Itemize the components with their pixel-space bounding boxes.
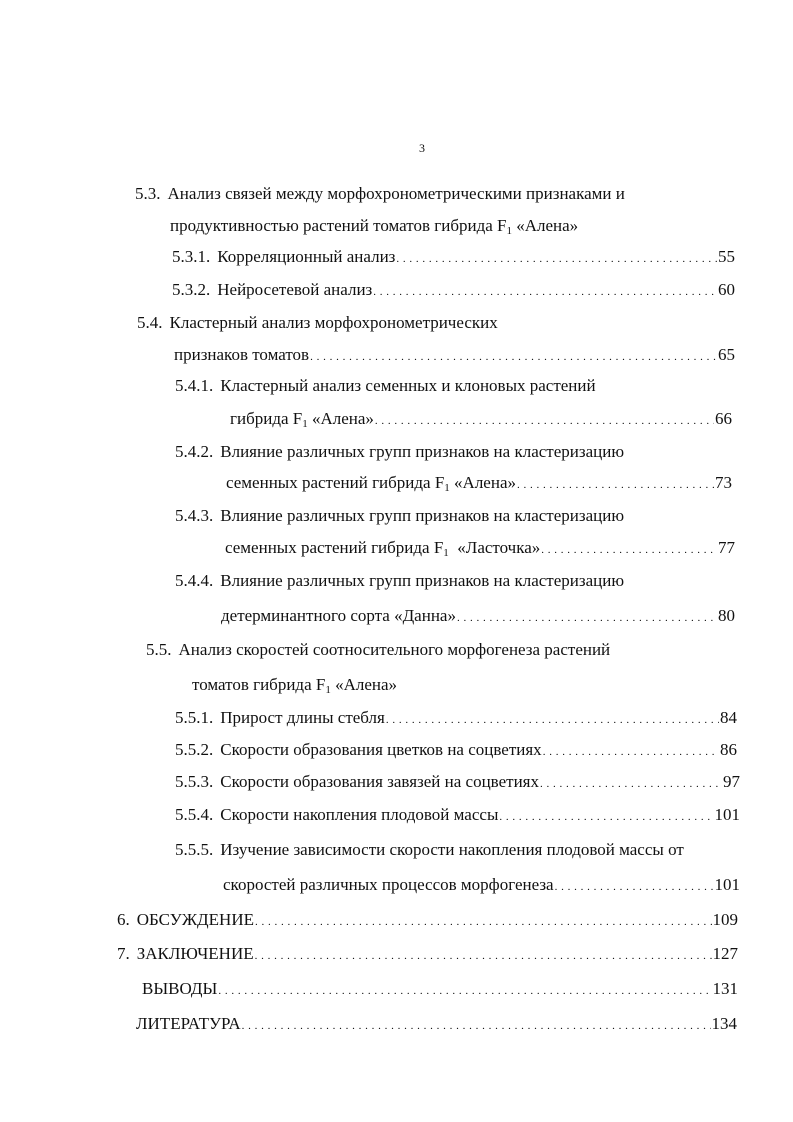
toc-entry[interactable] (172, 245, 735, 269)
toc-entry-subscript: 1 (325, 684, 331, 696)
toc-leader-dots (499, 803, 713, 829)
toc-entry-title-text: Кластерный анализ семенных и клоновых растений (220, 376, 596, 395)
toc-entry-title-text: Влияние различных групп признаков на кластеризацию (220, 506, 625, 525)
toc-entry[interactable] (175, 770, 740, 794)
toc-entry-title (170, 311, 498, 335)
toc-entry-page: 84 (720, 708, 737, 727)
toc-entry-page: 134 (711, 1014, 737, 1033)
toc-entry-title (220, 838, 684, 862)
toc-entry-number: 5.5. (146, 640, 172, 659)
toc-entry-title-text: ЛИТЕРАТУРА (136, 1014, 241, 1033)
toc-entry-title-text: Влияние различных групп признаков на кластеризацию (220, 571, 625, 590)
toc-entry-title-text: Скорости накопления плодовой массы (220, 805, 499, 824)
toc-entry[interactable] (137, 311, 498, 335)
toc-entry-title-text: гибрида F (230, 409, 303, 428)
toc-entry-title-text: продуктивностью растений томатов гибрида F (170, 216, 507, 235)
toc-entry-title-text: Кластерный анализ морфохронометрических (169, 313, 498, 332)
toc-entry-subscript: 1 (444, 482, 450, 494)
toc-entry-page: 55 (718, 247, 735, 266)
toc-entry-page: 101 (714, 875, 740, 894)
toc-entry-number: 5.5.4. (175, 805, 214, 824)
toc-entry-title (220, 504, 624, 528)
toc-entry-title (226, 471, 516, 497)
toc-entry-number: 7. (117, 944, 130, 963)
toc-entry[interactable] (175, 504, 624, 528)
toc-entry[interactable] (221, 604, 735, 628)
toc-entry-number: 5.5.1. (175, 708, 214, 727)
toc-entry-title (136, 1012, 241, 1036)
toc-entry-page: 66 (715, 409, 732, 428)
toc-leader-dots (543, 738, 719, 764)
toc-entry[interactable] (172, 278, 735, 302)
toc-entry[interactable] (175, 838, 684, 862)
toc-entry-page: 73 (715, 473, 732, 492)
toc-entry[interactable] (223, 873, 740, 897)
toc-entry-page: 80 (718, 606, 735, 625)
toc-leader-dots (373, 278, 717, 304)
toc-entry[interactable] (146, 638, 610, 662)
toc-entry-title-text: детерминантного сорта «Данна» (221, 606, 456, 625)
toc-entry-page: 86 (720, 740, 737, 759)
toc-entry-title-text: семенных растений гибрида F (225, 538, 444, 557)
toc-entry-number: 5.5.5. (175, 840, 214, 859)
toc-entry-number: 5.3.1. (172, 247, 211, 266)
toc-entry[interactable] (175, 738, 737, 762)
toc-entry-number: 6. (117, 910, 130, 929)
toc-leader-dots (218, 977, 711, 1003)
toc-entry-page: 101 (714, 805, 740, 824)
toc-leader-dots (386, 706, 719, 732)
toc-entry-title-text: Изучение зависимости скорости накопления плодовой массы от (220, 840, 684, 859)
toc-entry-title (137, 942, 254, 966)
toc-entry-title-text: признаков томатов (174, 345, 310, 364)
toc-entry[interactable] (175, 569, 624, 593)
toc-entry[interactable] (117, 908, 738, 932)
toc-entry-title-text: скоростей различных процессов морфогенеза (223, 875, 554, 894)
toc-entry-title (192, 673, 397, 699)
toc-entry-title-text: Скорости образования цветков на соцветиях (220, 740, 542, 759)
toc-entry[interactable] (230, 407, 732, 431)
toc-entry-title (170, 214, 578, 240)
toc-entry-number: 5.5.2. (175, 740, 214, 759)
toc-entry-title (221, 604, 456, 628)
toc-leader-dots (310, 343, 717, 369)
toc-entry-page: 77 (718, 538, 735, 557)
toc-entry-number: 5.4. (137, 313, 163, 332)
toc-entry-page: 109 (712, 910, 738, 929)
toc-entry-title (220, 803, 498, 827)
toc-entry[interactable] (174, 343, 735, 367)
toc-entry[interactable] (175, 440, 624, 464)
toc-entry[interactable] (226, 471, 732, 495)
toc-entry[interactable] (135, 182, 625, 206)
toc-entry-title (220, 440, 624, 464)
toc-leader-dots (540, 770, 722, 796)
toc-entry-page: 65 (718, 345, 735, 364)
toc-entry-subscript: 1 (506, 225, 512, 237)
toc-leader-dots (375, 407, 714, 433)
toc-leader-dots (255, 942, 712, 968)
toc-leader-dots (517, 471, 714, 497)
toc-entry-title-text: Анализ скоростей соотносительного морфогенеза растений (178, 640, 611, 659)
toc-entry-title-text: ВЫВОДЫ (142, 979, 218, 998)
toc-entry-page: 127 (712, 944, 738, 963)
toc-entry-title (220, 569, 624, 593)
toc-entry-title-suffix: «Алена» (307, 409, 374, 428)
toc-entry-title (179, 638, 611, 662)
toc-entry-title-text: Скорости образования завязей на соцветиях (220, 772, 539, 791)
toc-entry-title (174, 343, 309, 367)
page-number: 3 (419, 141, 425, 155)
toc-entry-title (225, 536, 540, 562)
toc-entry-title (220, 770, 539, 794)
toc-entry-subscript: 1 (302, 418, 308, 430)
toc-entry-title-text: ОБСУЖДЕНИЕ (136, 910, 254, 929)
toc-entry-title-text: Влияние различных групп признаков на кластеризацию (220, 442, 625, 461)
toc-entry-subscript: 1 (443, 547, 449, 559)
toc-entry-title (137, 908, 254, 932)
toc-entry-number: 5.4.4. (175, 571, 214, 590)
toc-entry[interactable] (175, 706, 737, 730)
toc-entry-page: 131 (712, 979, 738, 998)
toc-entry[interactable] (192, 673, 397, 697)
toc-entry-title-suffix: «Алена» (511, 216, 579, 235)
toc-entry-title-suffix: «Алена» (449, 473, 516, 492)
toc-entry-title-suffix: «Ласточка» (448, 538, 541, 557)
toc-entry-title (217, 245, 395, 269)
toc-entry-title-text: Анализ связей между морфохронометрическими признаками и (167, 184, 625, 203)
toc-entry-number: 5.4.3. (175, 506, 214, 525)
toc-entry[interactable] (170, 214, 578, 238)
toc-entry-title-text: томатов гибрида F (192, 675, 326, 694)
toc-entry-title (220, 738, 541, 762)
toc-entry-number: 5.4.1. (175, 376, 214, 395)
toc-entry-page: 60 (718, 280, 735, 299)
toc-entry-title-suffix: «Алена» (330, 675, 398, 694)
toc-entry-title-text: семенных растений гибрида F (226, 473, 445, 492)
toc-entry-title (223, 873, 554, 897)
toc-entry-number: 5.3. (135, 184, 161, 203)
toc-entry[interactable] (142, 977, 738, 1001)
toc-entry[interactable] (136, 1012, 737, 1036)
toc-entry[interactable] (175, 803, 740, 827)
toc-leader-dots (457, 604, 717, 630)
toc-entry-number: 5.5.3. (175, 772, 214, 791)
toc-entry-page: 97 (723, 772, 740, 791)
toc-entry-title-text: Прирост длины стебля (220, 708, 385, 727)
toc-entry[interactable] (175, 374, 596, 398)
toc-entry-number: 5.4.2. (175, 442, 214, 461)
toc-entry[interactable] (117, 942, 738, 966)
toc-entry-title-text: ЗАКЛЮЧЕНИЕ (136, 944, 254, 963)
toc-leader-dots (255, 908, 712, 934)
toc-entry-title (217, 278, 372, 302)
toc-leader-dots (555, 873, 714, 899)
toc-entry-title (142, 977, 217, 1001)
toc-entry-title (230, 407, 374, 433)
toc-entry-title (168, 182, 625, 206)
toc-entry-title (220, 706, 385, 730)
toc-leader-dots (541, 536, 717, 562)
toc-entry-title-text: Нейросетевой анализ (217, 280, 373, 299)
toc-entry-title-text: Корреляционный анализ (217, 247, 396, 266)
toc-entry-title (220, 374, 595, 398)
toc-leader-dots (396, 245, 717, 271)
toc-entry-number: 5.3.2. (172, 280, 211, 299)
toc-entry[interactable] (225, 536, 735, 560)
toc-leader-dots (242, 1012, 711, 1038)
